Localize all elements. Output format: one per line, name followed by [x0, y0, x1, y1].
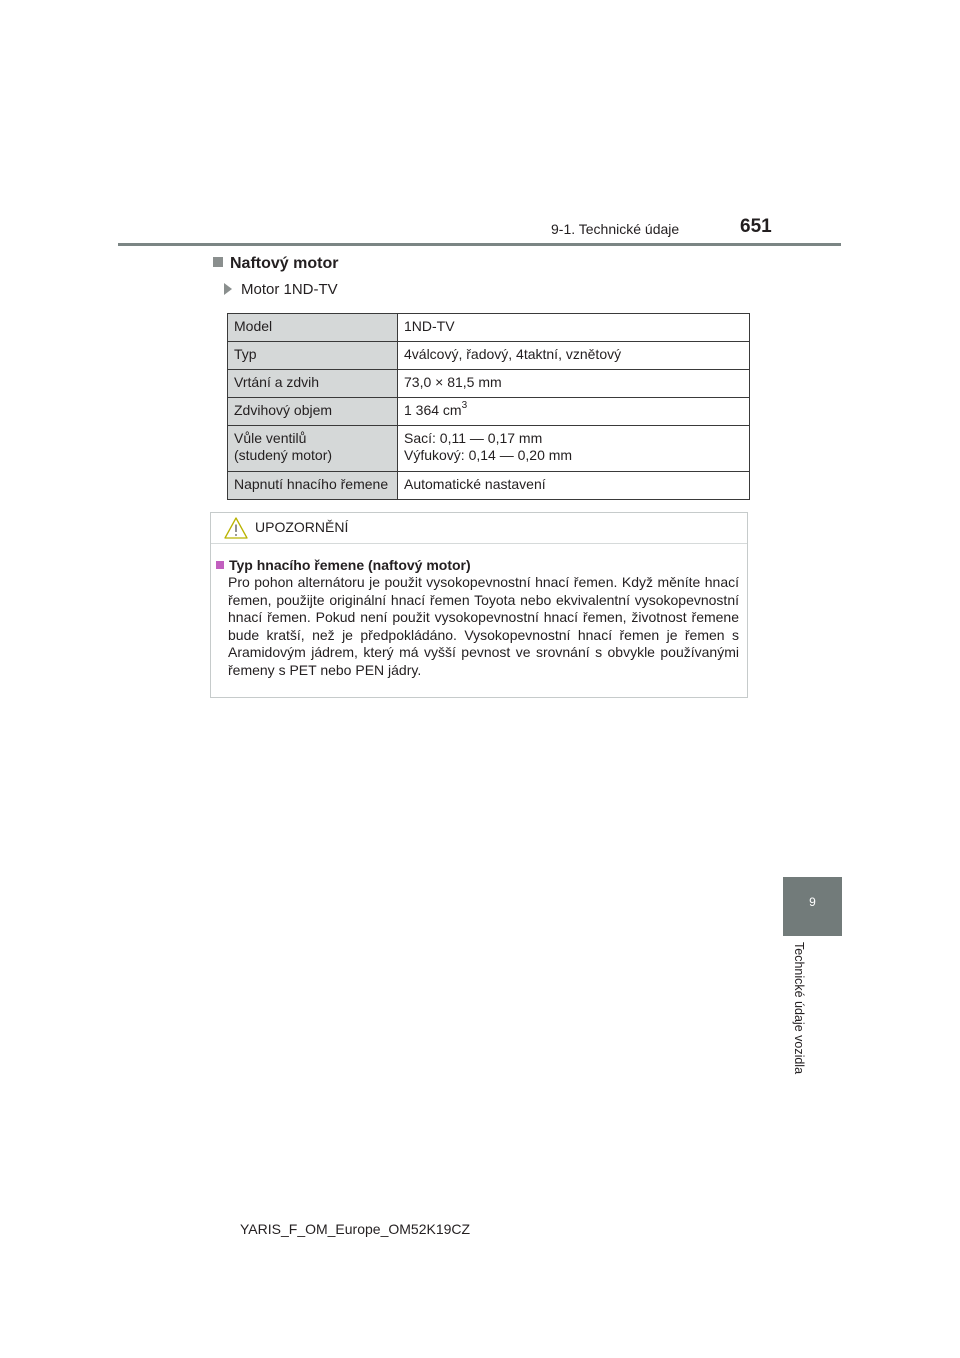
warning-subheading-text: Typ hnacího řemene (naftový motor): [229, 557, 471, 573]
spec-label: Vůle ventilů (studený motor): [228, 426, 398, 472]
triangle-bullet-icon: [224, 283, 232, 295]
spec-value: Automatické nastavení: [398, 472, 750, 500]
table-row: [228, 314, 750, 342]
header-rule: [118, 243, 841, 246]
spec-value: 4válcový, řadový, 4taktní, vznětový: [398, 342, 750, 370]
document-code: YARIS_F_OM_Europe_OM52K19CZ: [240, 1221, 471, 1237]
section-heading-text: Naftový motor: [230, 255, 339, 272]
engine-spec-table: [227, 313, 750, 500]
spec-value: 1ND-TV: [398, 314, 750, 342]
chapter-side-label-text: Technické údaje vozidla: [792, 942, 806, 1075]
table-row: [228, 426, 750, 472]
warning-header: [211, 513, 747, 544]
table-row: [228, 398, 750, 426]
spec-value: [398, 398, 750, 426]
spec-label: Zdvihový objem: [228, 398, 398, 426]
subsection-heading-text: Motor 1ND-TV: [241, 281, 338, 298]
table-row: [228, 370, 750, 398]
warning-box: [210, 512, 748, 698]
chapter-tab: 9: [783, 877, 842, 936]
square-bullet-icon: [213, 257, 223, 267]
spec-label: Vrtání a zdvih: [228, 370, 398, 398]
spec-value-superscript: 3: [461, 400, 468, 412]
table-row: [228, 472, 750, 500]
warning-title: UPOZORNĚNÍ: [255, 519, 349, 535]
page-number: 651: [740, 216, 772, 237]
warning-body: Pro pohon alternátoru je použit vysokopevnostní hnací řemen. Když měníte hnací řemen, použijte originální hnací řemen Toyota nebo ekvivalentní vysokopevnostní hnací řemen. Pokud není použit vysokopevnostní hnací řemen, životnost řemene bude kratší, než je předpokládáno. Vysokopevnostní hnací řemen je řemen s Aramidovým jádrem, který má vyšší pevnost ve srovnání s obvykle používanými řemeny s PET nebo PEN jádry.: [228, 574, 739, 678]
subsection-heading: [224, 281, 338, 298]
warning-subheading: [216, 557, 471, 573]
warning-triangle-icon: [224, 517, 248, 539]
section-title: 9-1. Technické údaje: [551, 221, 680, 237]
spec-value: 73,0 × 81,5 mm: [398, 370, 750, 398]
spec-label: Model: [228, 314, 398, 342]
section-heading: [213, 255, 338, 273]
table-row: [228, 342, 750, 370]
spec-label: Napnutí hnacího řemene: [228, 472, 398, 500]
spec-label: Typ: [228, 342, 398, 370]
spec-value: Sací: 0,11 — 0,17 mm Výfukový: 0,14 — 0,20 mm: [398, 426, 750, 472]
square-bullet-icon: [216, 561, 224, 569]
spec-value-text: 1 364 cm: [404, 402, 462, 418]
chapter-side-label: [790, 942, 808, 1112]
